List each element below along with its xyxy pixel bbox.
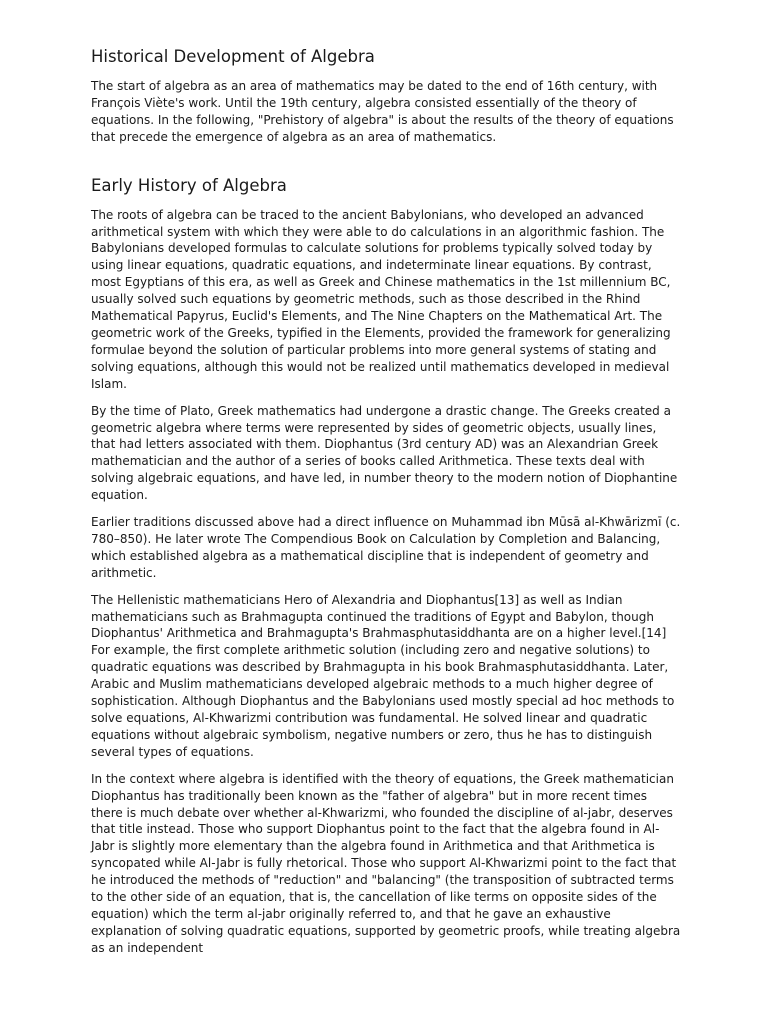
paragraph: The start of algebra as an area of mathematics may be dated to the end of 16th century, with François Viète's work. Until the 19th century, algebra consisted essentially of the theory of equations. In the following, "Prehistory of algebra" is about the results of the theory of equations that precede the emergence of algebra as an area of mathematics. <box>91 79 674 144</box>
document-page <box>91 46 681 967</box>
paragraph: By the time of Plato, Greek mathematics had undergone a drastic change. The Greeks created a geometric algebra where terms were represented by sides of geometric objects, usually lines, that had letters associated with them. Diophantus (3rd century AD) was an Alexandrian Greek mathematician and the author of a series of books called Arithmetica. These texts deal with solving algebraic equations, and have led, in number theory to the modern notion of Diophantine equation. <box>91 403 678 503</box>
section-heading-historical-development: Historical Development of Algebra <box>91 47 375 66</box>
paragraph: The roots of algebra can be traced to the ancient Babylonians, who developed an advanced arithmetical system with which they were able to do calculations in an algorithmic fashion. The Babylonians developed formulas to calculate solutions for problems typically solved today by using linear equations, quadratic equations, and indeterminate linear equations. By contrast, most Egyptians of this era, as well as Greek and Chinese mathematics in the 1st millennium BC, usually solved such equations by geometric methods, such as those described in the Rhind Mathematical Papyrus, Euclid's Elements, and The Nine Chapters on the Mathematical Art. The geometric work of the Greeks, typified in the Elements, provided the framework for generalizing formulae beyond the solution of particular problems into more general systems of stating and solving equations, although this would not be realized until mathematics developed in medieval Islam. <box>91 207 671 391</box>
section-heading-early-history: Early History of Algebra <box>91 175 287 195</box>
paragraph: Earlier traditions discussed above had a direct influence on Muhammad ibn Mūsā al-Khwārizmī (c. 780–850). He later wrote The Compendious Book on Calculation by Completion and Balancing, which established algebra as a mathematical discipline that is independent of geometry and arithmetic. <box>91 515 681 580</box>
paragraph: The Hellenistic mathematicians Hero of Alexandria and Diophantus[13] as well as Indian mathematicians such as Brahmagupta continued the traditions of Egypt and Babylon, though Diophantus' Arithmetica and Brahmagupta's Brahmasphutasiddhanta are on a higher level.[14] For example, the first complete arithmetic solution (including zero and negative solutions) to quadratic equations was described by Brahmagupta in his book Brahmasphutasiddhanta. Later, Arabic and Muslim mathematicians developed algebraic methods to a much higher degree of sophistication. Although Diophantus and the Babylonians used mostly special ad hoc methods to solve equations, Al-Khwarizmi contribution was fundamental. He solved linear and quadratic equations without algebraic symbolism, negative numbers or zero, thus he has to distinguish several types of equations. <box>91 592 675 759</box>
paragraph: In the context where algebra is identified with the theory of equations, the Greek mathematician Diophantus has traditionally been known as the "father of algebra" but in more recent times there is much debate over whether al-Khwarizmi, who founded the discipline of al-jabr, deserves that title instead. Those who support Diophantus point to the fact that the algebra found in Al-Jabr is slightly more elementary than the algebra found in Arithmetica and that Arithmetica is syncopated while Al-Jabr is fully rhetorical. Those who support Al-Khwarizmi point to the fact that he introduced the methods of "reduction" and "balancing" (the transposition of subtracted terms to the other side of an equation, that is, the cancellation of like terms on opposite sides of the equation) which the term al-jabr originally referred to, and that he gave an exhaustive explanation of solving quadratic equations, supported by geometric proofs, while treating algebra as an independent <box>91 771 681 955</box>
